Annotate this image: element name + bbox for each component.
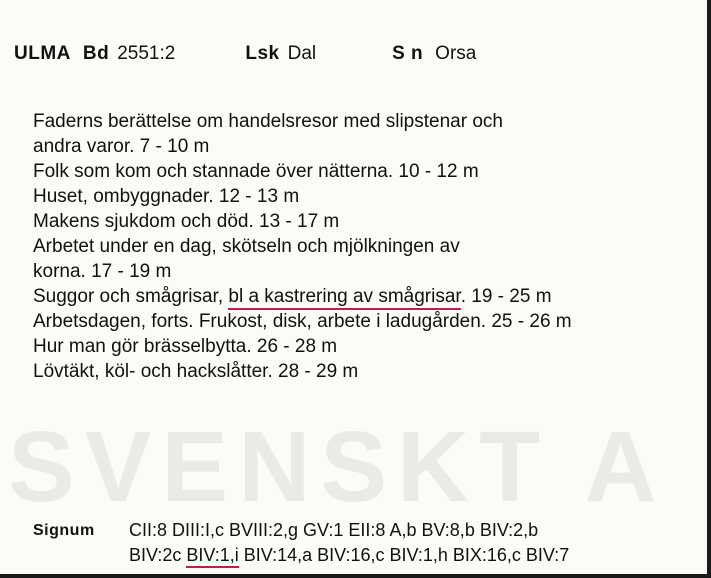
content-line: Hur man gör brässelbytta. 26 - 28 m (33, 336, 338, 357)
content-line-highlighted (33, 284, 703, 309)
sn-label: S n (392, 43, 424, 64)
content-line: Huset, ombyggnader. 12 - 13 m (33, 186, 300, 207)
content-line-prefix: Suggor och smågrisar, (33, 286, 229, 307)
content-line: korna. 17 - 19 m (33, 261, 172, 282)
card-header (14, 41, 476, 67)
underlined-phrase: bl a kastrering av smågrisar (228, 286, 460, 310)
bd-value: 2551:2 (117, 43, 176, 64)
sn-value: Orsa (435, 43, 477, 64)
signum-line-1: CII:8 DIII:I,c BVIII:2,g GV:1 EII:8 A,b BV:8,b BIV:2,b (129, 520, 539, 540)
signum-line-2-prefix: BIV:2c (129, 545, 187, 565)
content-line: Faderns berättelse om handelsresor med slipstenar och (33, 111, 503, 132)
lsk-value: Dal (287, 43, 317, 64)
signum-codes (129, 518, 569, 568)
content-line: Folk som kom och stannade över nätterna. 10 - 12 m (33, 161, 479, 182)
archive-label: ULMA (14, 43, 71, 64)
content-line-suffix: . 19 - 25 m (460, 286, 552, 307)
content-line: Arbetet under en dag, skötseln och mjölkningen av (33, 236, 460, 257)
signum-line-2 (129, 543, 569, 568)
signum-label: Signum (33, 522, 95, 539)
content-line: Makens sjukdom och död. 13 - 17 m (33, 211, 340, 232)
bd-label: Bd (82, 43, 110, 64)
watermark-text: SVENSKT A (8, 411, 667, 523)
signum-underlined-code: BIV:1,i (186, 545, 238, 568)
content-line: Lövtäkt, köl- och hackslåtter. 28 - 29 m (33, 361, 359, 382)
content-line: andra varor. 7 - 10 m (33, 136, 210, 157)
content-line: Arbetsdagen, forts. Frukost, disk, arbete i ladugården. 25 - 26 m (33, 311, 572, 332)
signum-line-2-suffix: BIV:14,a BIV:16,c BIV:1,h BIX:16,c BIV:7 (238, 545, 570, 565)
lsk-label: Lsk (245, 43, 280, 64)
content-text (33, 109, 703, 384)
